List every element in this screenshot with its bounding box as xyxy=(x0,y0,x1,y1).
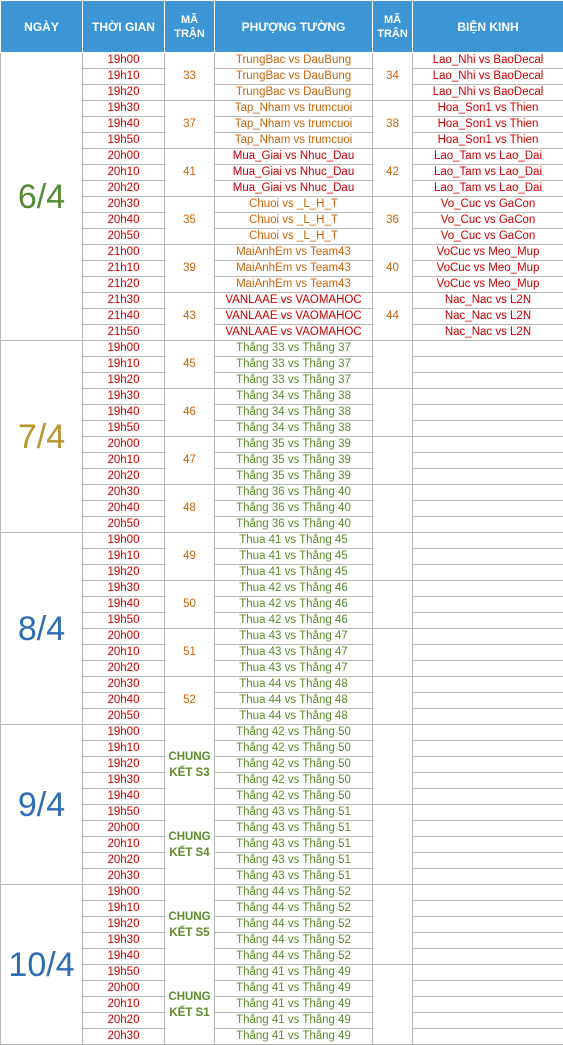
time-cell: 19h20 xyxy=(83,917,165,933)
match-code-pt: 35 xyxy=(165,197,215,245)
match-code-pt: 49 xyxy=(165,533,215,581)
bien-kinh-match: Hoa_Son1 vs Thien xyxy=(413,101,563,117)
phuong-tuong-match: Thua 43 vs Thắng 47 xyxy=(215,629,373,645)
match-code-pt: 51 xyxy=(165,629,215,677)
time-cell: 19h00 xyxy=(83,533,165,549)
day-label: 9/4 xyxy=(1,725,83,885)
table-row xyxy=(1,613,563,629)
match-code-pt: 46 xyxy=(165,389,215,437)
time-cell: 20h00 xyxy=(83,981,165,997)
table-row xyxy=(1,501,563,517)
time-cell: 20h30 xyxy=(83,197,165,213)
table-row xyxy=(1,165,563,181)
match-code-bk xyxy=(373,725,413,805)
table-row xyxy=(1,229,563,245)
match-code-bk: 44 xyxy=(373,293,413,341)
time-cell: 20h20 xyxy=(83,181,165,197)
time-cell: 20h00 xyxy=(83,149,165,165)
header-bien-kinh: BIỆN KINH xyxy=(413,1,563,53)
bien-kinh-match: Lao_Nhi vs BaoDecal xyxy=(413,53,563,69)
phuong-tuong-match: Thắng 42 vs Thắng 50 xyxy=(215,789,373,805)
bien-kinh-match xyxy=(413,885,563,901)
match-code-pt: 41 xyxy=(165,149,215,197)
bien-kinh-match xyxy=(413,645,563,661)
day-label: 8/4 xyxy=(1,533,83,725)
match-code-bk xyxy=(373,885,413,965)
bien-kinh-match xyxy=(413,917,563,933)
header-row xyxy=(1,1,563,53)
bien-kinh-match: VoCuc vs Meo_Mup xyxy=(413,261,563,277)
time-cell: 19h20 xyxy=(83,373,165,389)
table-row xyxy=(1,69,563,85)
phuong-tuong-match: Thắng 43 vs Thắng 51 xyxy=(215,805,373,821)
phuong-tuong-match: Thắng 35 vs Thắng 39 xyxy=(215,469,373,485)
bien-kinh-match: Lao_Nhi vs BaoDecal xyxy=(413,85,563,101)
table-row xyxy=(1,405,563,421)
bien-kinh-match xyxy=(413,469,563,485)
time-cell: 20h00 xyxy=(83,629,165,645)
time-cell: 20h50 xyxy=(83,229,165,245)
phuong-tuong-match: VANLAAE vs VAOMAHOC xyxy=(215,293,373,309)
time-cell: 20h20 xyxy=(83,661,165,677)
phuong-tuong-match: Thắng 41 vs Thắng 49 xyxy=(215,1029,373,1045)
phuong-tuong-match: Thắng 44 vs Thắng 52 xyxy=(215,933,373,949)
table-row xyxy=(1,325,563,341)
time-cell: 20h20 xyxy=(83,469,165,485)
phuong-tuong-match: Thắng 43 vs Thắng 51 xyxy=(215,821,373,837)
bien-kinh-match xyxy=(413,661,563,677)
bien-kinh-match xyxy=(413,981,563,997)
match-code-bk xyxy=(373,341,413,389)
time-cell: 20h10 xyxy=(83,165,165,181)
table-row xyxy=(1,661,563,677)
table-row xyxy=(1,789,563,805)
phuong-tuong-match: Chuoi vs _L_H_T xyxy=(215,213,373,229)
table-row xyxy=(1,677,563,693)
phuong-tuong-match: Thắng 36 vs Thắng 40 xyxy=(215,517,373,533)
match-code-pt: CHUNG KẾT S4 xyxy=(165,805,215,885)
table-row xyxy=(1,565,563,581)
bien-kinh-match xyxy=(413,389,563,405)
table-row xyxy=(1,341,563,357)
table-row xyxy=(1,277,563,293)
time-cell: 20h00 xyxy=(83,437,165,453)
time-cell: 19h40 xyxy=(83,789,165,805)
bien-kinh-match xyxy=(413,757,563,773)
time-cell: 19h30 xyxy=(83,101,165,117)
time-cell: 19h50 xyxy=(83,421,165,437)
bien-kinh-match xyxy=(413,437,563,453)
bien-kinh-match xyxy=(413,805,563,821)
match-code-pt: CHUNG KẾT S3 xyxy=(165,725,215,805)
phuong-tuong-match: Thua 42 vs Thắng 46 xyxy=(215,613,373,629)
time-cell: 20h00 xyxy=(83,821,165,837)
phuong-tuong-match: Tap_Nham vs trumcuoi xyxy=(215,117,373,133)
bien-kinh-match: Nac_Nac vs L2N xyxy=(413,293,563,309)
time-cell: 19h00 xyxy=(83,341,165,357)
bien-kinh-match xyxy=(413,869,563,885)
phuong-tuong-match: Thắng 42 vs Thắng 50 xyxy=(215,757,373,773)
time-cell: 20h30 xyxy=(83,869,165,885)
phuong-tuong-match: Thắng 42 vs Thắng 50 xyxy=(215,741,373,757)
table-row xyxy=(1,869,563,885)
phuong-tuong-match: Thắng 41 vs Thắng 49 xyxy=(215,997,373,1013)
match-code-pt: 39 xyxy=(165,245,215,293)
table-row xyxy=(1,53,563,69)
time-cell: 20h30 xyxy=(83,485,165,501)
table-row xyxy=(1,997,563,1013)
time-cell: 20h30 xyxy=(83,1029,165,1045)
time-cell: 19h10 xyxy=(83,357,165,373)
phuong-tuong-match: Thắng 41 vs Thắng 49 xyxy=(215,981,373,997)
match-code-bk: 38 xyxy=(373,101,413,149)
match-code-pt: 45 xyxy=(165,341,215,389)
table-row xyxy=(1,213,563,229)
table-row xyxy=(1,373,563,389)
bien-kinh-match xyxy=(413,453,563,469)
table-row xyxy=(1,181,563,197)
table-row xyxy=(1,485,563,501)
phuong-tuong-match: VANLAAE vs VAOMAHOC xyxy=(215,309,373,325)
table-row xyxy=(1,1013,563,1029)
match-code-bk: 40 xyxy=(373,245,413,293)
table-row xyxy=(1,821,563,837)
match-code-bk xyxy=(373,677,413,725)
phuong-tuong-match: Tap_Nham vs trumcuoi xyxy=(215,133,373,149)
table-row xyxy=(1,853,563,869)
phuong-tuong-match: Chuoi vs _L_H_T xyxy=(215,197,373,213)
phuong-tuong-match: Thua 44 vs Thắng 48 xyxy=(215,709,373,725)
phuong-tuong-match: Mua_Giai vs Nhuc_Dau xyxy=(215,181,373,197)
time-cell: 20h10 xyxy=(83,997,165,1013)
bien-kinh-match xyxy=(413,837,563,853)
bien-kinh-match xyxy=(413,725,563,741)
table-row xyxy=(1,981,563,997)
time-cell: 19h50 xyxy=(83,133,165,149)
day-label: 6/4 xyxy=(1,53,83,341)
time-cell: 20h10 xyxy=(83,645,165,661)
match-code-pt: 52 xyxy=(165,677,215,725)
bien-kinh-match: Vo_Cuc vs GaCon xyxy=(413,197,563,213)
table-row xyxy=(1,453,563,469)
match-code-bk xyxy=(373,805,413,885)
time-cell: 20h30 xyxy=(83,677,165,693)
bien-kinh-match: Lao_Nhi vs BaoDecal xyxy=(413,69,563,85)
time-cell: 19h30 xyxy=(83,581,165,597)
bien-kinh-match xyxy=(413,357,563,373)
bien-kinh-match: Lao_Tam vs Lao_Dai xyxy=(413,165,563,181)
bien-kinh-match xyxy=(413,693,563,709)
phuong-tuong-match: Thắng 43 vs Thắng 51 xyxy=(215,853,373,869)
match-code-bk: 42 xyxy=(373,149,413,197)
table-row xyxy=(1,245,563,261)
bien-kinh-match xyxy=(413,901,563,917)
phuong-tuong-match: Thắng 41 vs Thắng 49 xyxy=(215,1013,373,1029)
bien-kinh-match xyxy=(413,933,563,949)
phuong-tuong-match: Mua_Giai vs Nhuc_Dau xyxy=(215,165,373,181)
time-cell: 19h50 xyxy=(83,613,165,629)
phuong-tuong-match: TrungBac vs DauBung xyxy=(215,69,373,85)
phuong-tuong-match: Thắng 35 vs Thắng 39 xyxy=(215,453,373,469)
bien-kinh-match: Lao_Tam vs Lao_Dai xyxy=(413,181,563,197)
phuong-tuong-match: Thắng 44 vs Thắng 52 xyxy=(215,901,373,917)
match-code-bk xyxy=(373,533,413,581)
table-row xyxy=(1,709,563,725)
bien-kinh-match xyxy=(413,613,563,629)
phuong-tuong-match: Chuoi vs _L_H_T xyxy=(215,229,373,245)
table-row xyxy=(1,1029,563,1045)
bien-kinh-match xyxy=(413,405,563,421)
table-row xyxy=(1,197,563,213)
bien-kinh-match xyxy=(413,485,563,501)
table-row xyxy=(1,293,563,309)
phuong-tuong-match: Thắng 34 vs Thắng 38 xyxy=(215,389,373,405)
table-row xyxy=(1,469,563,485)
table-row xyxy=(1,533,563,549)
bien-kinh-match xyxy=(413,821,563,837)
table-row xyxy=(1,549,563,565)
time-cell: 20h40 xyxy=(83,501,165,517)
phuong-tuong-match: Thua 41 vs Thắng 45 xyxy=(215,549,373,565)
bien-kinh-match: Vo_Cuc vs GaCon xyxy=(413,213,563,229)
bien-kinh-match: VoCuc vs Meo_Mup xyxy=(413,245,563,261)
time-cell: 21h40 xyxy=(83,309,165,325)
table-row xyxy=(1,773,563,789)
table-row xyxy=(1,437,563,453)
match-code-bk xyxy=(373,389,413,437)
time-cell: 19h20 xyxy=(83,85,165,101)
phuong-tuong-match: Thắng 42 vs Thắng 50 xyxy=(215,725,373,741)
table-row xyxy=(1,933,563,949)
header-phuong-tuong: PHƯỢNG TƯỜNG xyxy=(215,1,373,53)
match-code-bk xyxy=(373,437,413,485)
table-row xyxy=(1,581,563,597)
header-ma-tran-2: MÃ TRẬN xyxy=(373,1,413,53)
phuong-tuong-match: Thắng 43 vs Thắng 51 xyxy=(215,869,373,885)
phuong-tuong-match: Thua 44 vs Thắng 48 xyxy=(215,693,373,709)
table-row xyxy=(1,805,563,821)
match-code-pt: 47 xyxy=(165,437,215,485)
table-row xyxy=(1,517,563,533)
phuong-tuong-match: Thắng 42 vs Thắng 50 xyxy=(215,773,373,789)
phuong-tuong-match: Thắng 33 vs Thắng 37 xyxy=(215,341,373,357)
phuong-tuong-match: Thắng 43 vs Thắng 51 xyxy=(215,837,373,853)
time-cell: 19h30 xyxy=(83,933,165,949)
phuong-tuong-match: Thắng 44 vs Thắng 52 xyxy=(215,885,373,901)
header-thoi-gian: THỜI GIAN xyxy=(83,1,165,53)
table-row xyxy=(1,85,563,101)
phuong-tuong-match: Thắng 35 vs Thắng 39 xyxy=(215,437,373,453)
time-cell: 19h40 xyxy=(83,597,165,613)
table-row xyxy=(1,149,563,165)
time-cell: 19h30 xyxy=(83,773,165,789)
bien-kinh-match xyxy=(413,501,563,517)
bien-kinh-match xyxy=(413,789,563,805)
match-code-pt: 50 xyxy=(165,581,215,629)
header-ma-tran-1: MÃ TRẬN xyxy=(165,1,215,53)
table-row xyxy=(1,309,563,325)
time-cell: 19h10 xyxy=(83,549,165,565)
table-row xyxy=(1,901,563,917)
match-code-pt: CHUNG KẾT S5 xyxy=(165,885,215,965)
phuong-tuong-match: TrungBac vs DauBung xyxy=(215,53,373,69)
time-cell: 21h50 xyxy=(83,325,165,341)
day-label: 7/4 xyxy=(1,341,83,533)
match-code-pt: 43 xyxy=(165,293,215,341)
time-cell: 20h40 xyxy=(83,693,165,709)
phuong-tuong-match: TrungBac vs DauBung xyxy=(215,85,373,101)
bien-kinh-match xyxy=(413,549,563,565)
table-row xyxy=(1,421,563,437)
bien-kinh-match: Hoa_Son1 vs Thien xyxy=(413,133,563,149)
time-cell: 20h20 xyxy=(83,853,165,869)
phuong-tuong-match: Thắng 36 vs Thắng 40 xyxy=(215,485,373,501)
bien-kinh-match: VoCuc vs Meo_Mup xyxy=(413,277,563,293)
time-cell: 20h50 xyxy=(83,517,165,533)
time-cell: 19h40 xyxy=(83,117,165,133)
bien-kinh-match xyxy=(413,949,563,965)
table-row xyxy=(1,725,563,741)
table-row xyxy=(1,757,563,773)
bien-kinh-match xyxy=(413,1013,563,1029)
bien-kinh-match: Hoa_Son1 vs Thien xyxy=(413,117,563,133)
bien-kinh-match xyxy=(413,421,563,437)
table-row xyxy=(1,261,563,277)
bien-kinh-match: Nac_Nac vs L2N xyxy=(413,325,563,341)
phuong-tuong-match: MaiAnhEm vs Team43 xyxy=(215,245,373,261)
table-row xyxy=(1,133,563,149)
day-label: 10/4 xyxy=(1,885,83,1045)
bien-kinh-match xyxy=(413,741,563,757)
match-code-bk xyxy=(373,581,413,629)
match-code-bk: 36 xyxy=(373,197,413,245)
time-cell: 19h20 xyxy=(83,565,165,581)
time-cell: 19h00 xyxy=(83,725,165,741)
match-code-pt: 37 xyxy=(165,101,215,149)
table-row xyxy=(1,965,563,981)
match-code-bk xyxy=(373,629,413,677)
bien-kinh-match xyxy=(413,965,563,981)
table-row xyxy=(1,357,563,373)
phuong-tuong-match: Thua 41 vs Thắng 45 xyxy=(215,565,373,581)
table-row xyxy=(1,949,563,965)
time-cell: 19h50 xyxy=(83,805,165,821)
time-cell: 19h00 xyxy=(83,53,165,69)
time-cell: 21h30 xyxy=(83,293,165,309)
table-row xyxy=(1,101,563,117)
table-row xyxy=(1,645,563,661)
phuong-tuong-match: MaiAnhEm vs Team43 xyxy=(215,277,373,293)
time-cell: 19h40 xyxy=(83,949,165,965)
time-cell: 19h20 xyxy=(83,757,165,773)
time-cell: 21h00 xyxy=(83,245,165,261)
table-row xyxy=(1,693,563,709)
table-row xyxy=(1,741,563,757)
match-code-bk: 34 xyxy=(373,53,413,101)
match-code-bk xyxy=(373,965,413,1045)
match-code-pt: 33 xyxy=(165,53,215,101)
match-code-pt: 48 xyxy=(165,485,215,533)
time-cell: 19h10 xyxy=(83,901,165,917)
phuong-tuong-match: Thua 43 vs Thắng 47 xyxy=(215,645,373,661)
time-cell: 20h10 xyxy=(83,453,165,469)
bien-kinh-match xyxy=(413,677,563,693)
time-cell: 19h50 xyxy=(83,965,165,981)
time-cell: 21h10 xyxy=(83,261,165,277)
phuong-tuong-match: Thắng 44 vs Thắng 52 xyxy=(215,917,373,933)
bien-kinh-match xyxy=(413,581,563,597)
table-row xyxy=(1,629,563,645)
bien-kinh-match: Vo_Cuc vs GaCon xyxy=(413,229,563,245)
bien-kinh-match xyxy=(413,1029,563,1045)
phuong-tuong-match: MaiAnhEm vs Team43 xyxy=(215,261,373,277)
bien-kinh-match: Nac_Nac vs L2N xyxy=(413,309,563,325)
time-cell: 19h10 xyxy=(83,69,165,85)
table-row xyxy=(1,389,563,405)
phuong-tuong-match: Thắng 33 vs Thắng 37 xyxy=(215,357,373,373)
phuong-tuong-match: Thua 42 vs Thắng 46 xyxy=(215,581,373,597)
table-row xyxy=(1,117,563,133)
time-cell: 20h50 xyxy=(83,709,165,725)
phuong-tuong-match: VANLAAE vs VAOMAHOC xyxy=(215,325,373,341)
header-ngay: NGÀY xyxy=(1,1,83,53)
time-cell: 20h40 xyxy=(83,213,165,229)
phuong-tuong-match: Tap_Nham vs trumcuoi xyxy=(215,101,373,117)
schedule-body xyxy=(1,53,563,1045)
phuong-tuong-match: Thắng 36 vs Thắng 40 xyxy=(215,501,373,517)
table-row xyxy=(1,597,563,613)
time-cell: 20h20 xyxy=(83,1013,165,1029)
bien-kinh-match xyxy=(413,533,563,549)
match-code-pt: CHUNG KẾT S1 xyxy=(165,965,215,1045)
phuong-tuong-match: Mua_Giai vs Nhuc_Dau xyxy=(215,149,373,165)
time-cell: 20h10 xyxy=(83,837,165,853)
time-cell: 19h10 xyxy=(83,741,165,757)
table-row xyxy=(1,837,563,853)
bien-kinh-match xyxy=(413,853,563,869)
bien-kinh-match xyxy=(413,565,563,581)
bien-kinh-match xyxy=(413,709,563,725)
table-row xyxy=(1,917,563,933)
phuong-tuong-match: Thắng 41 vs Thắng 49 xyxy=(215,965,373,981)
phuong-tuong-match: Thắng 34 vs Thắng 38 xyxy=(215,421,373,437)
table-row xyxy=(1,885,563,901)
phuong-tuong-match: Thua 41 vs Thắng 45 xyxy=(215,533,373,549)
bien-kinh-match xyxy=(413,773,563,789)
bien-kinh-match xyxy=(413,597,563,613)
phuong-tuong-match: Thắng 44 vs Thắng 52 xyxy=(215,949,373,965)
phuong-tuong-match: Thua 42 vs Thắng 46 xyxy=(215,597,373,613)
bien-kinh-match xyxy=(413,341,563,357)
bien-kinh-match xyxy=(413,629,563,645)
time-cell: 19h30 xyxy=(83,389,165,405)
time-cell: 19h00 xyxy=(83,885,165,901)
bien-kinh-match: Lao_Tam vs Lao_Dai xyxy=(413,149,563,165)
phuong-tuong-match: Thắng 34 vs Thắng 38 xyxy=(215,405,373,421)
bien-kinh-match xyxy=(413,373,563,389)
phuong-tuong-match: Thua 44 vs Thắng 48 xyxy=(215,677,373,693)
phuong-tuong-match: Thắng 33 vs Thắng 37 xyxy=(215,373,373,389)
time-cell: 19h40 xyxy=(83,405,165,421)
bien-kinh-match xyxy=(413,997,563,1013)
time-cell: 21h20 xyxy=(83,277,165,293)
phuong-tuong-match: Thua 43 vs Thắng 47 xyxy=(215,661,373,677)
bien-kinh-match xyxy=(413,517,563,533)
match-code-bk xyxy=(373,485,413,533)
